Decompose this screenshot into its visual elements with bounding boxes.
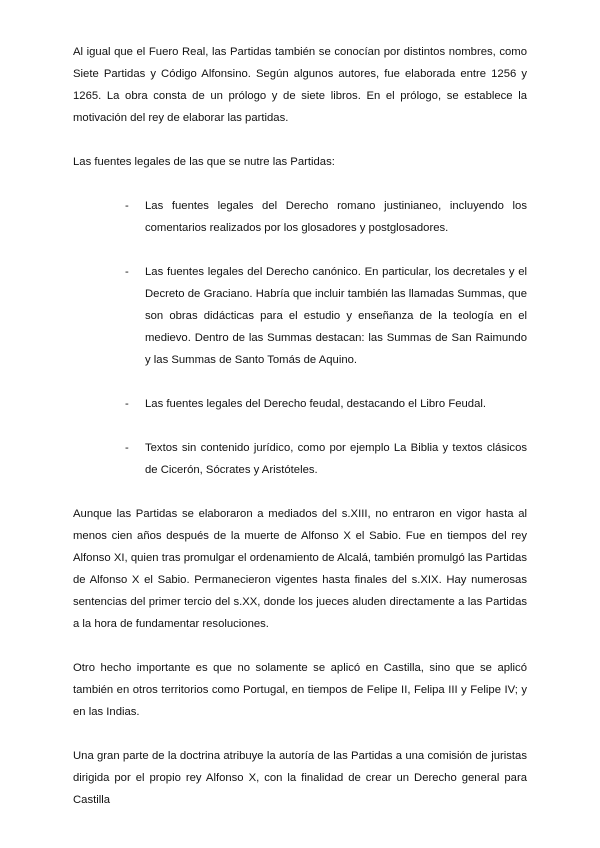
list-item (125, 195, 527, 239)
spacer (73, 481, 527, 503)
list-item (125, 261, 527, 371)
list-item-text: Textos sin contenido jurídico, como por ejemplo La Biblia y textos clásicos de Cicerón, Sócrates y Aristóteles. (145, 442, 527, 476)
list-item-text: Las fuentes legales del Derecho romano justinianeo, incluyendo los comentarios realizados por los glosadores y postglosadores. (145, 200, 527, 234)
spacer (73, 635, 527, 657)
paragraph-territorios: Otro hecho importante es que no solamente se aplicó en Castilla, sino que se aplicó también en otros territorios como Portugal, en tiempos de Felipe II, Felipa III y Felipe IV; y en las Indias. (73, 662, 527, 718)
paragraph-sources-heading: Las fuentes legales de las que se nutre las Partidas: (73, 156, 335, 168)
list-item-text: Las fuentes legales del Derecho feudal, destacando el Libro Feudal. (145, 398, 487, 410)
bullet-marker: - (125, 200, 129, 212)
paragraph-intro: Al igual que el Fuero Real, las Partidas también se conocían por distintos nombres, como Siete Partidas y Código Alfonsino. Según algunos autores, fue elaborada entre 1256 y 1265. La obra consta de un prólogo y de siete libros. En el prólogo, se establece la motivación del rey de elaborar las partidas. (73, 46, 527, 124)
spacer (73, 129, 527, 151)
bullet-marker: - (125, 442, 129, 454)
spacer (73, 173, 527, 195)
paragraph-autoria: Una gran parte de la doctrina atribuye la autoría de las Partidas a una comisión de juristas dirigida por el propio rey Alfonso X, con la finalidad de crear un Derecho general para Castilla (73, 750, 527, 806)
list-item-text: Las fuentes legales del Derecho canónico. En particular, los decretales y el Decreto de Graciano. Habría que incluir también las llamadas Summas, que son obras didácticas para el estudio y enseñanza de la teología en el medievo. Dentro de las Summas destacan: las Summas de San Raimundo y las Summas de Santo Tomás de Aquino. (145, 266, 527, 366)
bullet-marker: - (125, 266, 129, 278)
bullet-marker: - (125, 398, 129, 410)
paragraph-vigencia: Aunque las Partidas se elaboraron a mediados del s.XIII, no entraron en vigor hasta al menos cien años después de la muerte de Alfonso X el Sabio. Fue en tiempos del rey Alfonso XI, quien tras promulgar el ordenamiento de Alcalá, también promulgó las Partidas de Alfonso X el Sabio. Permanecieron vigentes hasta finales del s.XIX. Hay numerosas sentencias del primer tercio del s.XX, donde los jueces aluden directamente a las Partidas a la hora de fundamentar resoluciones. (73, 508, 527, 630)
list-item (125, 437, 527, 481)
spacer (73, 723, 527, 745)
list-item (125, 393, 527, 415)
sources-list (73, 195, 527, 481)
